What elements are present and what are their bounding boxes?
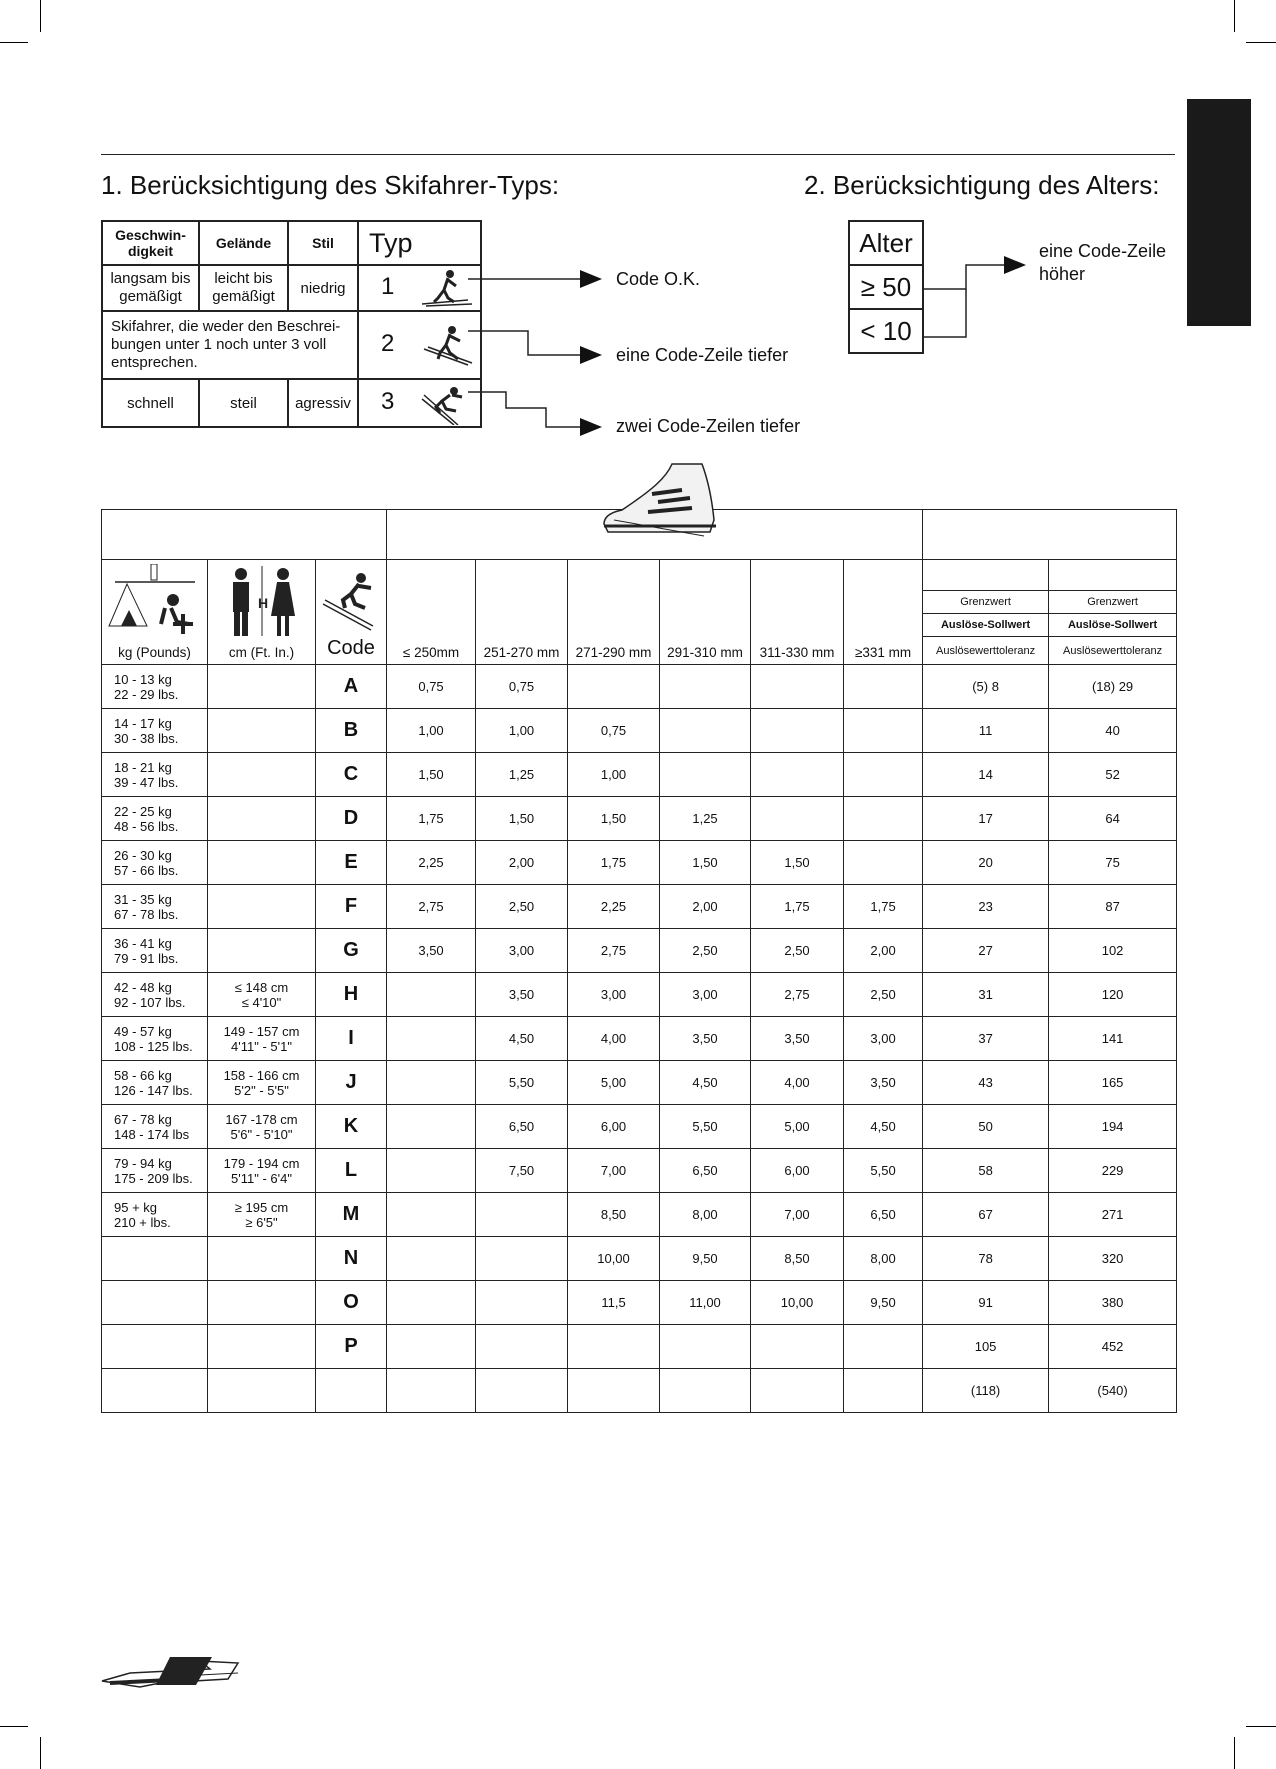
weight-range xyxy=(102,1325,208,1369)
table-row xyxy=(102,1149,1177,1193)
height-range xyxy=(208,1237,316,1281)
weight-range: 31 - 35 kg 67 - 78 lbs. xyxy=(102,885,208,929)
setting-value xyxy=(844,753,923,797)
grenz-value-2: 64 xyxy=(1049,797,1177,841)
setting-value: 10,00 xyxy=(751,1281,844,1325)
soll-label-1: Auslöse-Sollwert xyxy=(923,614,1048,637)
grenz-value-1: 27 xyxy=(923,929,1049,973)
setting-value: 1,75 xyxy=(387,797,476,841)
setting-value: 1,00 xyxy=(476,709,568,753)
setting-value: 4,50 xyxy=(844,1105,923,1149)
setting-value: 5,50 xyxy=(844,1149,923,1193)
grenz-value-1: (5) 8 xyxy=(923,665,1049,709)
setting-value xyxy=(476,1369,568,1413)
setting-value xyxy=(387,1237,476,1281)
soll-label-2: Auslöse-Sollwert xyxy=(1049,614,1176,637)
result-code-ok: Code O.K. xyxy=(616,269,701,289)
setting-value xyxy=(751,709,844,753)
setting-value: 3,00 xyxy=(476,929,568,973)
height-range xyxy=(208,1369,316,1413)
din-setting-table xyxy=(101,509,1177,1413)
sole-label-2: 271-290 mm xyxy=(575,645,652,660)
setting-value xyxy=(387,1017,476,1061)
setting-value: 3,00 xyxy=(660,973,751,1017)
height-range xyxy=(208,665,316,709)
height-range: 158 - 166 cm 5'2" - 5'5" xyxy=(208,1061,316,1105)
weight-cell xyxy=(102,560,208,665)
setting-value xyxy=(387,1369,476,1413)
setting-value: 1,50 xyxy=(387,753,476,797)
code-letter: O xyxy=(316,1281,387,1325)
setting-value: 5,00 xyxy=(568,1061,660,1105)
setting-value: 2,75 xyxy=(568,929,660,973)
setting-value: 1,25 xyxy=(476,753,568,797)
weight-range: 36 - 41 kg 79 - 91 lbs. xyxy=(102,929,208,973)
setting-value: 3,50 xyxy=(660,1017,751,1061)
setting-value: 5,50 xyxy=(476,1061,568,1105)
heading-age: 2. Berücksichtigung des Alters: xyxy=(804,170,1160,200)
header-terrain: Gelände xyxy=(199,221,288,265)
grenz-value-1: 31 xyxy=(923,973,1049,1017)
result-one-lower: eine Code-Zeile tiefer xyxy=(616,345,789,365)
setting-value: 4,50 xyxy=(660,1061,751,1105)
row3-speed: schnell xyxy=(102,379,199,427)
grenz-value-2: 271 xyxy=(1049,1193,1177,1237)
grenz-value-2: 229 xyxy=(1049,1149,1177,1193)
table-row xyxy=(102,1105,1177,1149)
sole-cell-0 xyxy=(387,560,476,665)
row1-typ: 1 xyxy=(381,273,395,301)
setting-value: 7,00 xyxy=(568,1149,660,1193)
crop-mark xyxy=(1246,1726,1276,1727)
weight-range: 67 - 78 kg 148 - 174 lbs xyxy=(102,1105,208,1149)
grenz-value-1: 58 xyxy=(923,1149,1049,1193)
grenz-value-2: 141 xyxy=(1049,1017,1177,1061)
table-row xyxy=(102,973,1177,1017)
table-row xyxy=(102,1325,1177,1369)
row2-description: Skifahrer, die weder den Beschrei- bungen unter 1 noch unter 3 voll entsprechen. xyxy=(102,311,358,379)
age-under-10: < 10 xyxy=(849,309,923,353)
weight-range: 42 - 48 kg 92 - 107 lbs. xyxy=(102,973,208,1017)
setting-value xyxy=(660,709,751,753)
grenz-value-2: 52 xyxy=(1049,753,1177,797)
setting-value xyxy=(387,1193,476,1237)
age-header: Alter xyxy=(849,221,923,265)
table-row xyxy=(102,885,1177,929)
code-letter: B xyxy=(316,709,387,753)
grenz-header-2 xyxy=(1049,560,1177,665)
table-row xyxy=(102,753,1177,797)
sole-cell-5 xyxy=(844,560,923,665)
setting-value xyxy=(476,1281,568,1325)
setting-value: 7,50 xyxy=(476,1149,568,1193)
row3-terrain: steil xyxy=(199,379,288,427)
height-cell xyxy=(208,560,316,665)
grenz-value-2: 165 xyxy=(1049,1061,1177,1105)
setting-value xyxy=(568,1369,660,1413)
tol-label-1: Auslösewerttoleranz xyxy=(936,644,1036,657)
weight-range: 10 - 13 kg 22 - 29 lbs. xyxy=(102,665,208,709)
setting-value xyxy=(387,1061,476,1105)
weight-range: 95 + kg 210 + lbs. xyxy=(102,1193,208,1237)
setting-value xyxy=(844,709,923,753)
setting-value: 1,00 xyxy=(568,753,660,797)
grenz-label-1: Grenzwert xyxy=(923,590,1048,614)
setting-value: 5,00 xyxy=(751,1105,844,1149)
setting-value xyxy=(751,1325,844,1369)
height-range: 179 - 194 cm 5'11" - 6'4" xyxy=(208,1149,316,1193)
grenz-label-2: Grenzwert xyxy=(1049,590,1176,614)
code-letter: G xyxy=(316,929,387,973)
tol-label-2: Auslösewerttoleranz xyxy=(1063,644,1163,657)
row2-typ: 2 xyxy=(381,330,395,358)
code-label: Code xyxy=(327,637,375,659)
setting-value: 1,50 xyxy=(476,797,568,841)
setting-value xyxy=(387,1105,476,1149)
setting-value: 1,75 xyxy=(568,841,660,885)
header-speed: Geschwin- digkeit xyxy=(102,221,199,265)
setting-value: 2,50 xyxy=(660,929,751,973)
setting-value xyxy=(751,665,844,709)
height-range xyxy=(208,1281,316,1325)
setting-value xyxy=(844,841,923,885)
setting-value: 2,25 xyxy=(568,885,660,929)
code-letter: L xyxy=(316,1149,387,1193)
setting-value xyxy=(751,797,844,841)
setting-value xyxy=(660,665,751,709)
table-row xyxy=(102,1237,1177,1281)
height-range: ≥ 195 cm ≥ 6'5" xyxy=(208,1193,316,1237)
height-range xyxy=(208,797,316,841)
row3-style: agressiv xyxy=(288,379,358,427)
grenz-value-2: 380 xyxy=(1049,1281,1177,1325)
code-letter: H xyxy=(316,973,387,1017)
weight-range xyxy=(102,1237,208,1281)
table-body xyxy=(102,665,1177,1413)
setting-value: 8,50 xyxy=(568,1193,660,1237)
setting-value xyxy=(751,753,844,797)
grenz-value-2: 40 xyxy=(1049,709,1177,753)
age-over-50: ≥ 50 xyxy=(849,265,923,309)
grenz-header-1 xyxy=(923,560,1049,665)
setting-value: 2,00 xyxy=(660,885,751,929)
row3-typ: 3 xyxy=(381,388,395,416)
grenz-value-1: 43 xyxy=(923,1061,1049,1105)
setting-value: 2,50 xyxy=(751,929,844,973)
table-row xyxy=(102,709,1177,753)
grenz-value-1: 78 xyxy=(923,1237,1049,1281)
setting-value: 1,50 xyxy=(751,841,844,885)
row1-speed: langsam bis gemäßigt xyxy=(102,265,199,311)
grenz-value-2: 102 xyxy=(1049,929,1177,973)
grenz-value-2: 87 xyxy=(1049,885,1177,929)
setting-value xyxy=(844,1325,923,1369)
weight-range: 58 - 66 kg 126 - 147 lbs. xyxy=(102,1061,208,1105)
code-letter: N xyxy=(316,1237,387,1281)
sole-label-4: 311-330 mm xyxy=(759,645,835,660)
setting-value: 3,50 xyxy=(387,929,476,973)
sole-cell-3 xyxy=(660,560,751,665)
header-blank-right xyxy=(923,510,1177,560)
setting-value: 0,75 xyxy=(476,665,568,709)
setting-value: 3,00 xyxy=(568,973,660,1017)
setting-value: 3,50 xyxy=(476,973,568,1017)
height-range: ≤ 148 cm ≤ 4'10" xyxy=(208,973,316,1017)
height-range xyxy=(208,841,316,885)
setting-value: 1,75 xyxy=(751,885,844,929)
grenz-value-2: (540) xyxy=(1049,1369,1177,1413)
setting-value: 2,25 xyxy=(387,841,476,885)
heading-skier-type: 1. Berücksichtigung des Skifahrer-Typs: xyxy=(101,170,560,200)
setting-value: 4,00 xyxy=(751,1061,844,1105)
setting-value: 3,50 xyxy=(751,1017,844,1061)
setting-value xyxy=(387,1281,476,1325)
sole-label-1: 251-270 mm xyxy=(483,645,560,660)
setting-value: 6,50 xyxy=(476,1105,568,1149)
height-range: 167 -178 cm 5'6" - 5'10" xyxy=(208,1105,316,1149)
age-table xyxy=(848,220,924,354)
grenz-value-1: 17 xyxy=(923,797,1049,841)
setting-value xyxy=(476,1193,568,1237)
table-row xyxy=(102,1061,1177,1105)
code-letter: J xyxy=(316,1061,387,1105)
grenz-value-1: 91 xyxy=(923,1281,1049,1325)
setting-value: 2,50 xyxy=(844,973,923,1017)
setting-value xyxy=(660,1325,751,1369)
grenz-value-1: 23 xyxy=(923,885,1049,929)
height-range: 149 - 157 cm 4'11" - 5'1" xyxy=(208,1017,316,1061)
table-row xyxy=(102,1193,1177,1237)
setting-value: 4,00 xyxy=(568,1017,660,1061)
code-letter: A xyxy=(316,665,387,709)
setting-value xyxy=(476,1237,568,1281)
table-row xyxy=(102,665,1177,709)
brand-logo xyxy=(100,1651,240,1689)
setting-value: 11,5 xyxy=(568,1281,660,1325)
code-letter: D xyxy=(316,797,387,841)
setting-value: 1,50 xyxy=(660,841,751,885)
code-letter: K xyxy=(316,1105,387,1149)
setting-value: 2,00 xyxy=(844,929,923,973)
height-range xyxy=(208,709,316,753)
row1-terrain: leicht bis gemäßigt xyxy=(199,265,288,311)
setting-value: 1,25 xyxy=(660,797,751,841)
setting-value: 6,50 xyxy=(844,1193,923,1237)
header-blank-left xyxy=(102,510,387,560)
svg-text:H: H xyxy=(257,595,268,611)
age-result: eine Code-Zeile höher xyxy=(1039,241,1167,284)
grenz-value-1: 67 xyxy=(923,1193,1049,1237)
result-two-lower: zwei Code-Zeilen tiefer xyxy=(616,416,801,436)
setting-value: 7,00 xyxy=(751,1193,844,1237)
grenz-value-2: 120 xyxy=(1049,973,1177,1017)
setting-value xyxy=(844,665,923,709)
grenz-value-2: 194 xyxy=(1049,1105,1177,1149)
grenz-value-1: 105 xyxy=(923,1325,1049,1369)
setting-value: 8,50 xyxy=(751,1237,844,1281)
code-letter: P xyxy=(316,1325,387,1369)
crop-mark xyxy=(1234,1737,1235,1769)
weight-range: 22 - 25 kg 48 - 56 lbs. xyxy=(102,797,208,841)
setting-value: 0,75 xyxy=(387,665,476,709)
setting-value: 9,50 xyxy=(660,1237,751,1281)
crop-mark xyxy=(40,1737,41,1769)
sole-label-0: ≤ 250mm xyxy=(402,645,460,660)
setting-value: 1,75 xyxy=(844,885,923,929)
table-row xyxy=(102,929,1177,973)
height-range xyxy=(208,929,316,973)
height-icon xyxy=(217,564,307,642)
weight-range: 18 - 21 kg 39 - 47 lbs. xyxy=(102,753,208,797)
sole-cell-1 xyxy=(476,560,568,665)
setting-value: 4,50 xyxy=(476,1017,568,1061)
setting-value xyxy=(660,753,751,797)
setting-value xyxy=(844,1369,923,1413)
weight-range: 79 - 94 kg 175 - 209 lbs. xyxy=(102,1149,208,1193)
setting-value: 9,50 xyxy=(844,1281,923,1325)
setting-value: 2,75 xyxy=(387,885,476,929)
setting-value: 1,00 xyxy=(387,709,476,753)
code-header-cell xyxy=(316,560,387,665)
setting-value xyxy=(387,973,476,1017)
scale-icon xyxy=(107,564,203,642)
setting-value: 3,50 xyxy=(844,1061,923,1105)
grenz-value-2: 75 xyxy=(1049,841,1177,885)
grenz-value-2: 452 xyxy=(1049,1325,1177,1369)
code-letter: E xyxy=(316,841,387,885)
weight-range: 26 - 30 kg 57 - 66 lbs. xyxy=(102,841,208,885)
setting-value: 5,50 xyxy=(660,1105,751,1149)
setting-value xyxy=(751,1369,844,1413)
grenz-value-2: 320 xyxy=(1049,1237,1177,1281)
header-style: Stil xyxy=(288,221,358,265)
sole-cell-4 xyxy=(751,560,844,665)
weight-label: kg (Pounds) xyxy=(118,645,191,660)
height-range xyxy=(208,885,316,929)
setting-value: 2,50 xyxy=(476,885,568,929)
setting-value: 0,75 xyxy=(568,709,660,753)
height-range xyxy=(208,753,316,797)
setting-value: 3,00 xyxy=(844,1017,923,1061)
crop-mark xyxy=(0,1726,28,1727)
setting-value: 6,00 xyxy=(568,1105,660,1149)
sole-label-3: 291-310 mm xyxy=(667,645,743,660)
setting-value: 8,00 xyxy=(844,1237,923,1281)
table-row xyxy=(102,1017,1177,1061)
grenz-value-2: (18) 29 xyxy=(1049,665,1177,709)
connector-lines xyxy=(0,0,1276,460)
grenz-value-1: 11 xyxy=(923,709,1049,753)
table-row xyxy=(102,797,1177,841)
code-letter: F xyxy=(316,885,387,929)
setting-value xyxy=(568,665,660,709)
skier-code-icon xyxy=(319,564,383,634)
setting-value: 2,75 xyxy=(751,973,844,1017)
code-letter xyxy=(316,1369,387,1413)
header-typ: Typ xyxy=(358,221,481,265)
row1-style: niedrig xyxy=(288,265,358,311)
ski-boot-icon xyxy=(592,460,732,540)
setting-value: 6,50 xyxy=(660,1149,751,1193)
setting-value: 1,50 xyxy=(568,797,660,841)
sole-cell-2 xyxy=(568,560,660,665)
weight-range xyxy=(102,1281,208,1325)
setting-value xyxy=(387,1149,476,1193)
sole-label-5: ≥331 mm xyxy=(854,645,912,660)
weight-range xyxy=(102,1369,208,1413)
setting-value: 6,00 xyxy=(751,1149,844,1193)
grenz-value-1: 14 xyxy=(923,753,1049,797)
setting-value xyxy=(476,1325,568,1369)
code-letter: I xyxy=(316,1017,387,1061)
table-row xyxy=(102,1281,1177,1325)
setting-value xyxy=(660,1369,751,1413)
setting-value: 2,00 xyxy=(476,841,568,885)
table-row xyxy=(102,841,1177,885)
grenz-value-1: 20 xyxy=(923,841,1049,885)
setting-value xyxy=(387,1325,476,1369)
code-letter: M xyxy=(316,1193,387,1237)
height-label: cm (Ft. In.) xyxy=(228,645,295,660)
code-letter: C xyxy=(316,753,387,797)
setting-value: 8,00 xyxy=(660,1193,751,1237)
setting-value: 11,00 xyxy=(660,1281,751,1325)
setting-value: 10,00 xyxy=(568,1237,660,1281)
grenz-value-1: 37 xyxy=(923,1017,1049,1061)
table-row xyxy=(102,1369,1177,1413)
setting-value xyxy=(844,797,923,841)
grenz-value-1: (118) xyxy=(923,1369,1049,1413)
grenz-value-1: 50 xyxy=(923,1105,1049,1149)
height-range xyxy=(208,1325,316,1369)
setting-value xyxy=(568,1325,660,1369)
weight-range: 14 - 17 kg 30 - 38 lbs. xyxy=(102,709,208,753)
weight-range: 49 - 57 kg 108 - 125 lbs. xyxy=(102,1017,208,1061)
